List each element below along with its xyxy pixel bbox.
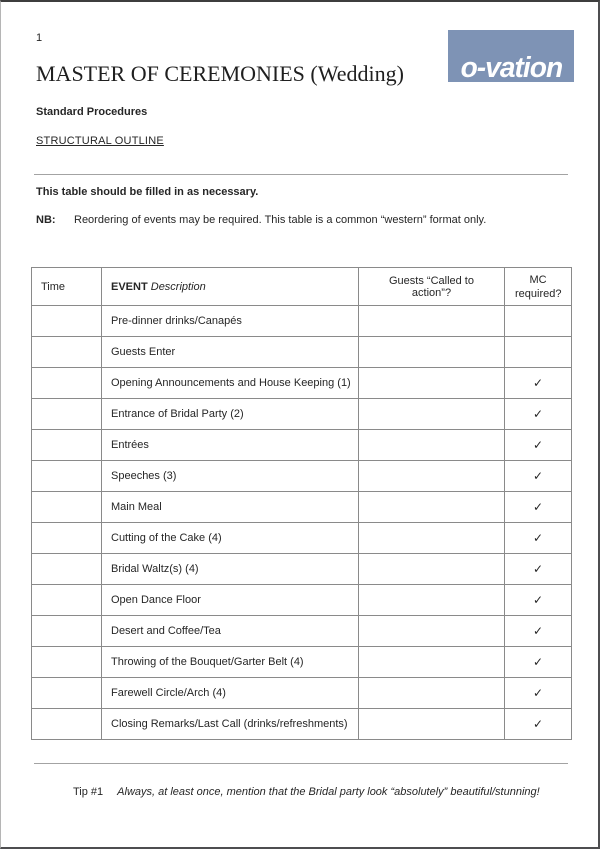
mc-required-cell: ✓ [505,430,572,461]
time-cell [32,616,102,647]
events-table-header-row [32,268,572,306]
event-cell: Speeches (3) [102,461,359,492]
table-row [32,554,572,585]
event-cell: Pre-dinner drinks/Canapés [102,306,359,337]
time-cell [32,678,102,709]
mc-required-cell: ✓ [505,554,572,585]
event-cell: Entrées [102,430,359,461]
table-row [32,616,572,647]
mc-required-cell: ✓ [505,461,572,492]
mc-required-cell: ✓ [505,523,572,554]
table-row [32,678,572,709]
event-cell: Desert and Coffee/Tea [102,616,359,647]
table-row [32,430,572,461]
mc-required-cell: ✓ [505,616,572,647]
guests-cell [359,647,505,678]
mc-required-cell [505,306,572,337]
mc-required-cell: ✓ [505,399,572,430]
column-header-mc-required: MC required? [505,268,572,306]
guests-cell [359,399,505,430]
tip-text: Always, at least once, mention that the Bridal party look “absolutely” beautiful/stunning! [117,786,540,798]
time-cell [32,523,102,554]
mc-required-cell: ✓ [505,647,572,678]
time-cell [32,461,102,492]
time-cell [32,368,102,399]
guests-cell [359,616,505,647]
time-cell [32,430,102,461]
table-row [32,399,572,430]
table-row [32,523,572,554]
column-header-event-bold: EVENT [111,280,148,293]
column-header-guests: Guests “Called to action”? [359,268,505,306]
tip-label: Tip #1 [73,786,104,798]
time-cell [32,399,102,430]
event-cell: Cutting of the Cake (4) [102,523,359,554]
guests-cell [359,585,505,616]
nb-label: NB: [36,214,56,226]
table-row [32,647,572,678]
horizontal-rule-top [34,174,568,175]
event-cell: Main Meal [102,492,359,523]
guests-cell [359,492,505,523]
guests-cell [359,678,505,709]
mc-required-cell: ✓ [505,368,572,399]
mc-required-cell: ✓ [505,585,572,616]
events-table [31,267,572,740]
column-header-event-italic: Description [150,280,206,293]
mc-required-cell: ✓ [505,678,572,709]
nb-line [36,214,486,226]
column-header-event [102,268,359,306]
time-cell [32,647,102,678]
guests-cell [359,461,505,492]
guests-cell [359,306,505,337]
table-row [32,585,572,616]
time-cell [32,585,102,616]
time-cell [32,554,102,585]
event-cell: Closing Remarks/Last Call (drinks/refreshments) [102,709,359,740]
table-row [32,709,572,740]
column-header-time: Time [32,268,102,306]
page-number: 1 [36,32,43,44]
guests-cell [359,368,505,399]
table-row [32,337,572,368]
time-cell [32,492,102,523]
event-cell: Farewell Circle/Arch (4) [102,678,359,709]
event-cell: Throwing of the Bouquet/Garter Belt (4) [102,647,359,678]
ovation-logo [448,30,574,82]
section-heading-structural-outline: STRUCTURAL OUTLINE [36,135,164,147]
time-cell [32,306,102,337]
event-table-body [32,306,572,740]
event-cell: Open Dance Floor [102,585,359,616]
guests-cell [359,337,505,368]
subtitle-standard-procedures: Standard Procedures [36,106,148,118]
time-cell [32,709,102,740]
event-cell: Entrance of Bridal Party (2) [102,399,359,430]
event-cell: Opening Announcements and House Keeping (1) [102,368,359,399]
table-row [32,368,572,399]
page-title: MASTER OF CEREMONIES (Wedding) [36,61,404,86]
ovation-logo-text: o-vation [460,51,562,84]
time-cell [32,337,102,368]
fill-note: This table should be filled in as necessary. [36,186,259,198]
event-cell: Guests Enter [102,337,359,368]
mc-required-cell: ✓ [505,492,572,523]
mc-required-cell: ✓ [505,709,572,740]
footer-tip [73,786,540,798]
guests-cell [359,709,505,740]
table-row [32,461,572,492]
event-cell: Bridal Waltz(s) (4) [102,554,359,585]
guests-cell [359,430,505,461]
mc-required-cell [505,337,572,368]
table-row [32,306,572,337]
table-row [32,492,572,523]
nb-text: Reordering of events may be required. This table is a common “western” format only. [74,214,487,226]
guests-cell [359,554,505,585]
horizontal-rule-bottom [34,763,568,764]
guests-cell [359,523,505,554]
